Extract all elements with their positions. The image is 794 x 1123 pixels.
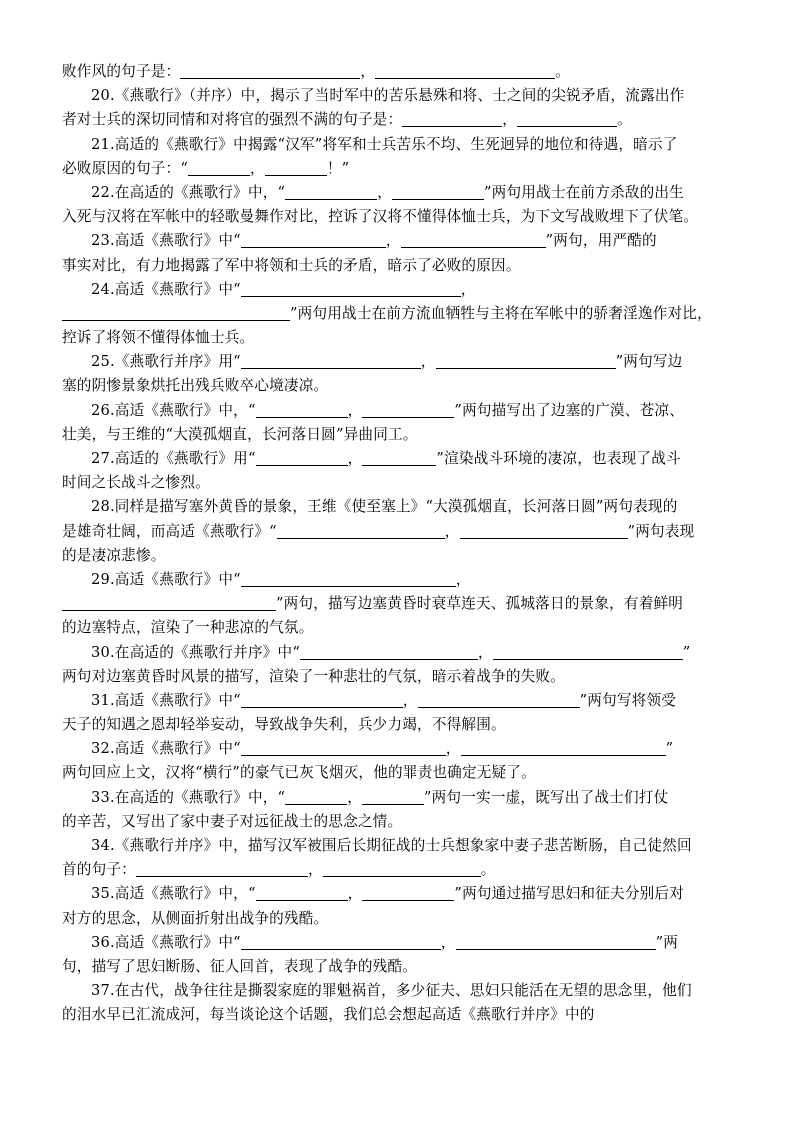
answer-blank[interactable] (401, 232, 546, 248)
question-37-cont (62, 1003, 742, 1027)
text: ” (682, 643, 691, 661)
text: 24.高适《燕歌行》中“ (91, 280, 241, 298)
question-28 (62, 495, 742, 519)
text: 34.《燕歌行并序》中，描写汉军被围后长期征战的士兵想象家中妻子悲苦断肠，自己徒然回 (91, 837, 692, 854)
text: ， (347, 885, 363, 903)
question-26 (62, 399, 742, 423)
answer-blank[interactable] (493, 644, 683, 660)
question-27 (62, 447, 742, 471)
exercise-page (62, 60, 742, 1028)
question-28-cont (62, 544, 742, 568)
text: ， (440, 933, 456, 951)
question-19-tail (62, 60, 742, 84)
question-33 (62, 786, 742, 810)
answer-blank[interactable] (136, 861, 308, 877)
answer-blank[interactable] (375, 63, 555, 79)
text: 入死与汉将在军帐中的轻歌曼舞作对比，控诉了汉将不懂得体恤士兵，为下文写战败埋下了伏笔。 (62, 208, 699, 226)
text: 两句对边塞黄昏时风景的描写，渲染了一种悲壮的气氛，暗示着战争的失败。 (62, 667, 565, 685)
question-32-cont (62, 761, 742, 785)
question-34 (62, 834, 742, 858)
text: 对方的思念，从侧面折射出战争的残酷。 (62, 909, 329, 927)
text: ， (347, 450, 363, 467)
answer-blank[interactable] (285, 184, 377, 200)
text: 的辛苦，又写出了家中妻子对远征战士的思念之情。 (62, 812, 403, 830)
question-36 (62, 931, 742, 955)
question-27-cont (62, 471, 742, 495)
question-25-cont (62, 374, 742, 398)
text: 者对士兵的深切同情和对将官的强烈不满的句子是： (62, 111, 403, 129)
text: 26.高适《燕歌行》中，“ (91, 401, 256, 419)
text: 。 (555, 63, 570, 80)
text: 27.高适的《燕歌行》用“ (91, 450, 256, 467)
text: 22.在高适的《燕歌行》中，“ (91, 183, 286, 201)
text: ， (445, 740, 461, 758)
text: ”两句表现 (627, 522, 695, 540)
answer-blank[interactable] (188, 160, 250, 176)
question-28-cont (62, 520, 742, 544)
text: ， (347, 401, 363, 419)
question-33-cont (62, 810, 742, 834)
question-29-cont (62, 616, 742, 640)
text: ”两句用战士在前方流血牺牲与主将在军帐中的骄奢淫逸作对比， (290, 304, 712, 322)
text: ！” (326, 159, 350, 177)
answer-blank[interactable] (418, 692, 580, 708)
answer-blank[interactable] (300, 644, 478, 660)
answer-blank[interactable] (241, 740, 446, 756)
text: ”两句写将领受 (579, 691, 677, 709)
answer-blank[interactable] (241, 934, 441, 950)
question-21 (62, 133, 742, 157)
text: 首的句子： (62, 861, 136, 879)
text: ”两句用战士在前方杀敌的出生 (484, 183, 684, 201)
text: ， (402, 691, 418, 709)
text: ， (478, 643, 493, 661)
text: 37.在古代，战争往往是撕裂家庭的罪魁祸首，多少征夫、思妇只能活在无望的思念里，他们 (91, 982, 692, 1000)
answer-blank[interactable] (362, 789, 424, 805)
text: ， (460, 280, 476, 298)
text: 32.高适《燕歌行》中“ (91, 740, 241, 758)
text: 23.高适《燕歌行》中“ (91, 232, 241, 250)
answer-blank[interactable] (180, 63, 360, 79)
text: ， (347, 788, 362, 806)
text: ”两句描写出了边塞的广漠、苍凉、 (454, 401, 684, 419)
answer-blank[interactable] (241, 353, 421, 369)
text: 壮美，与王维的“大漠孤烟直，长河落日圆”异曲同工。 (62, 425, 418, 443)
question-34-cont (62, 858, 742, 882)
question-26-cont (62, 423, 742, 447)
question-31 (62, 689, 742, 713)
text: 两句回应上文，汉将“横行”的豪气已灰飞烟灭，他的罪责也确定无疑了。 (62, 764, 536, 782)
answer-blank[interactable] (285, 789, 347, 805)
question-24 (62, 278, 742, 302)
text: 。 (617, 111, 632, 129)
question-22-cont (62, 205, 742, 229)
answer-blank[interactable] (362, 885, 454, 901)
text: ”两句写边 (615, 353, 683, 371)
text: 36.高适《燕歌行》中“ (91, 933, 241, 951)
answer-blank[interactable] (256, 402, 348, 418)
question-23-cont (62, 254, 742, 278)
question-29-cont (62, 592, 742, 616)
text: 25.《燕歌行并序》用“ (91, 353, 241, 371)
question-29 (62, 568, 742, 592)
text: ， (385, 232, 401, 250)
answer-blank[interactable] (62, 595, 276, 611)
answer-blank[interactable] (362, 450, 436, 466)
question-20 (62, 84, 742, 108)
answer-blank[interactable] (62, 305, 290, 321)
text: 的是凄凉悲惨。 (62, 546, 166, 564)
text: 30.在高适的《燕歌行并序》中“ (91, 643, 300, 661)
answer-blank[interactable] (517, 111, 617, 127)
question-25 (62, 350, 742, 374)
question-21-cont (62, 157, 742, 181)
question-30-cont (62, 665, 742, 689)
text: 的泪水早已汇流成河，每当谈论这个话题，我们总会想起高适《燕歌行并序》中的 (62, 1006, 595, 1024)
answer-blank[interactable] (402, 111, 502, 127)
question-35 (62, 882, 742, 906)
text: ”渲染战斗环境的凄凉，也表现了战斗 (436, 450, 681, 467)
answer-blank[interactable] (241, 232, 386, 248)
text: 塞的阴惨景象烘托出残兵败卒心境凄凉。 (62, 377, 329, 395)
answer-blank[interactable] (241, 571, 456, 587)
question-31-cont (62, 713, 742, 737)
text: ”两句，用严酷的 (545, 232, 657, 250)
text: 33.在高适的《燕歌行》中，“ (91, 788, 286, 806)
text: 控诉了将领不懂得体恤士兵。 (62, 329, 255, 347)
text: 20.《燕歌行》（并序）中，揭示了当时军中的苦乐悬殊和将、士之间的尖锐矛盾，流露出作 (91, 87, 685, 105)
text: ， (444, 522, 460, 540)
text: 的边塞特点，渲染了一种悲凉的气氛。 (62, 619, 314, 637)
answer-blank[interactable] (256, 885, 348, 901)
question-24-cont (62, 302, 742, 326)
text: ”两 (655, 933, 679, 951)
answer-blank[interactable] (392, 184, 484, 200)
answer-blank[interactable] (460, 523, 628, 539)
text: ， (250, 159, 265, 177)
text: 29.高适《燕歌行》中“ (91, 570, 241, 588)
answer-blank[interactable] (256, 450, 348, 466)
text: ”两句，描写边塞黄昏时衰草连天、孤城落日的景象，有着鲜明 (276, 595, 684, 613)
text: 是雄奇壮阔，而高适《燕歌行》“ (62, 522, 277, 540)
text: 事实对比，有力地揭露了军中将领和士兵的矛盾，暗示了必败的原因。 (62, 256, 521, 274)
answer-blank[interactable] (277, 523, 445, 539)
text: 天子的知遇之恩却轻举妄动，导致战争失利，兵少力竭，不得解围。 (62, 716, 506, 734)
text: ， (360, 63, 376, 80)
answer-blank[interactable] (241, 281, 461, 297)
question-23 (62, 229, 742, 253)
text: 35.高适《燕歌行》中，“ (91, 885, 256, 903)
text: ， (420, 353, 436, 371)
question-30 (62, 641, 742, 665)
question-20-cont (62, 108, 742, 132)
question-36-cont (62, 955, 742, 979)
question-37 (62, 979, 742, 1003)
text: ， (455, 570, 471, 588)
text: 句，描写了思妇断肠、征人回首，表现了战争的残酷。 (62, 957, 418, 975)
question-32 (62, 737, 742, 761)
answer-blank[interactable] (323, 861, 481, 877)
text: 必败原因的句子：“ (62, 159, 189, 177)
question-22 (62, 181, 742, 205)
text: 31.高适《燕歌行》中“ (91, 691, 241, 709)
text: ”两句通过描写思妇和征夫分别后对 (454, 885, 684, 903)
text: 败作风的句子是： (62, 63, 181, 80)
answer-blank[interactable] (241, 692, 403, 708)
text: ， (502, 111, 518, 129)
answer-blank[interactable] (461, 740, 666, 756)
text: 21.高适的《燕歌行》中揭露“汉军”将军和士兵苦乐不均、生死迥异的地位和待遇，暗示了 (91, 135, 678, 153)
answer-blank[interactable] (436, 353, 616, 369)
text: 时间之长战斗之惨烈。 (62, 474, 210, 492)
question-35-cont (62, 907, 742, 931)
text: 28.同样是描写塞外黄昏的景象，王维《使至塞上》“大漠孤烟直，长河落日圆”两句表现的 (91, 498, 678, 516)
text: 。 (480, 861, 496, 879)
answer-blank[interactable] (265, 160, 327, 176)
answer-blank[interactable] (362, 402, 454, 418)
text: ， (307, 861, 323, 879)
question-24-cont (62, 326, 742, 350)
text: ” (665, 740, 674, 758)
text: ”两句一实一虚，既写出了战士们打仗 (424, 788, 669, 806)
text: ， (377, 183, 392, 201)
answer-blank[interactable] (456, 934, 656, 950)
